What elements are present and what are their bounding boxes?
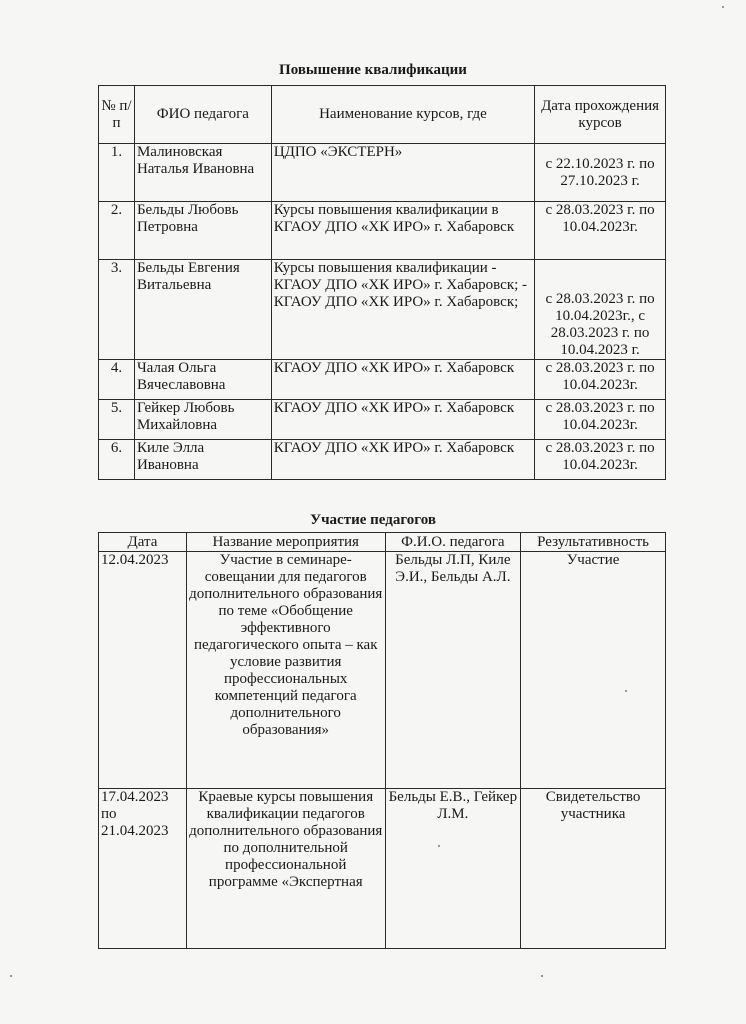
row-num: 2. xyxy=(99,202,135,260)
scan-speck xyxy=(722,6,724,8)
row-dates: с 28.03.2023 г. по 10.04.2023г. xyxy=(535,202,666,260)
scan-speck xyxy=(10,975,12,977)
row-name: Бельды Любовь Петровна xyxy=(134,202,271,260)
table-row xyxy=(99,360,666,400)
qualification-table xyxy=(98,85,666,480)
header-date: Дата xyxy=(99,533,187,552)
row-course: ЦДПО «ЭКСТЕРН» xyxy=(271,144,534,202)
table-row xyxy=(99,260,666,360)
participation-header-row xyxy=(99,533,666,552)
row-course: КГАОУ ДПО «ХК ИРО» г. Хабаровск xyxy=(271,400,534,440)
row-name: Чалая Ольга Вячеславовна xyxy=(134,360,271,400)
row-num: 5. xyxy=(99,400,135,440)
row-event: Краевые курсы повышения квалификации педагогов дополнительного образования по дополнительной профессиональной программе «Экспертная xyxy=(186,789,385,949)
header-dates: Дата прохождения курсов xyxy=(535,86,666,144)
scan-speck xyxy=(541,975,543,977)
row-course: КГАОУ ДПО «ХК ИРО» г. Хабаровск xyxy=(271,440,534,480)
row-dates: с 28.03.2023 г. по 10.04.2023г., с 28.03.2023 г. по 10.04.2023 г. xyxy=(535,260,666,360)
table-row xyxy=(99,789,666,949)
table-row xyxy=(99,400,666,440)
row-num: 3. xyxy=(99,260,135,360)
row-date: 12.04.2023 xyxy=(99,552,187,789)
qualification-title: Повышение квалификации xyxy=(279,62,467,78)
row-course: КГАОУ ДПО «ХК ИРО» г. Хабаровск xyxy=(271,360,534,400)
row-result: Свидетельство участника xyxy=(521,789,666,949)
row-num: 1. xyxy=(99,144,135,202)
row-teachers: Бельды Л.П, Киле Э.И., Бельды А.Л. xyxy=(385,552,521,789)
participation-table xyxy=(98,532,666,949)
header-name: ФИО педагога xyxy=(134,86,271,144)
row-dates: с 28.03.2023 г. по 10.04.2023г. xyxy=(535,440,666,480)
row-dates: с 28.03.2023 г. по 10.04.2023г. xyxy=(535,400,666,440)
participation-title: Участие педагогов xyxy=(310,512,436,528)
header-result: Результативность xyxy=(521,533,666,552)
row-course: Курсы повышения квалификации в КГАОУ ДПО «ХК ИРО» г. Хабаровск xyxy=(271,202,534,260)
row-name: Гейкер Любовь Михайловна xyxy=(134,400,271,440)
row-dates: с 28.03.2023 г. по 10.04.2023г. xyxy=(535,360,666,400)
row-name: Бельды Евгения Витальевна xyxy=(134,260,271,360)
header-course: Наименование курсов, где xyxy=(271,86,534,144)
row-num: 6. xyxy=(99,440,135,480)
row-name: Малиновская Наталья Ивановна xyxy=(134,144,271,202)
header-teachers: Ф.И.О. педагога xyxy=(385,533,521,552)
header-num: № п/п xyxy=(99,86,135,144)
row-event: Участие в семинаре-совещании для педагогов дополнительного образования по теме «Обобщение эффективного педагогического опыта – как условие развития профессиональных компетенций педагога дополнительного образования» xyxy=(186,552,385,789)
table-row xyxy=(99,440,666,480)
row-result: Участие xyxy=(521,552,666,789)
row-course: Курсы повышения квалификации - КГАОУ ДПО «ХК ИРО» г. Хабаровск; - КГАОУ ДПО «ХК ИРО» г. Хабаровск; xyxy=(271,260,534,360)
row-teachers: Бельды Е.В., Гейкер Л.М. xyxy=(385,789,521,949)
row-date: 17.04.2023 по 21.04.2023 xyxy=(99,789,187,949)
row-dates: с 22.10.2023 г. по 27.10.2023 г. xyxy=(535,144,666,202)
table-row xyxy=(99,144,666,202)
scan-speck xyxy=(438,845,440,847)
scan-speck xyxy=(625,690,627,692)
header-event: Название мероприятия xyxy=(186,533,385,552)
row-name: Киле Элла Ивановна xyxy=(134,440,271,480)
qualification-header-row xyxy=(99,86,666,144)
table-row xyxy=(99,552,666,789)
row-num: 4. xyxy=(99,360,135,400)
table-row xyxy=(99,202,666,260)
